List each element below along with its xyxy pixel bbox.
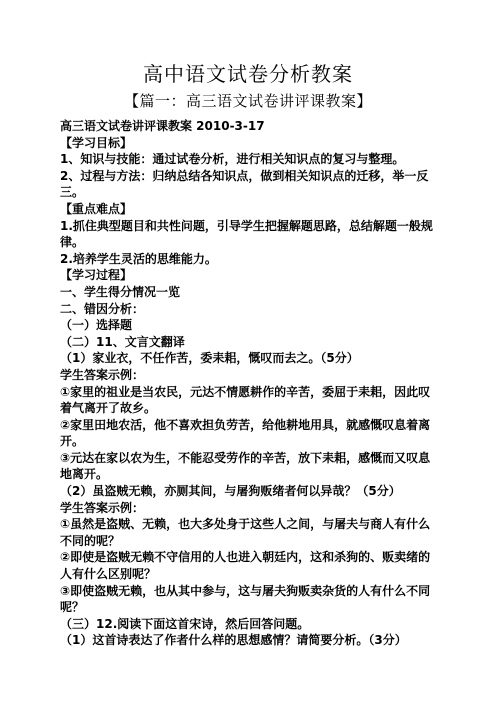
document-subtitle: 【篇一：高三语文试卷讲评课教案】 <box>123 92 372 110</box>
answer-example: ③即使盗贼无赖，也从其中参与，这与屠夫狗贩卖杂货的人有什么不同呢？ <box>60 583 431 615</box>
document-title: 高中语文试卷分析教案 <box>143 62 353 86</box>
question-item: （1）这首诗表达了作者什么样的思想感情？请简要分析。（3分） <box>60 633 407 648</box>
answer-example: ③元达在家以农为生，不能忍受劳作的辛苦，放下耒耜，感慨而又叹息地离开。 <box>60 450 431 482</box>
document-body <box>60 118 438 649</box>
subsection-heading: （三）12.阅读下面这首宋诗，然后回答问题。 <box>60 616 310 631</box>
process-step: 一、学生得分情况一览 <box>60 284 181 299</box>
subsection-heading: （二）11、文言文翻译 <box>60 334 185 349</box>
answer-example: ①虽然是盗贼、无赖，也大多处身于这些人之间，与屠夫与商人有什么不同的呢？ <box>60 517 431 548</box>
section-heading-key-points: 【重点难点】 <box>60 201 133 216</box>
answer-example: ②家里田地农活，他不喜欢担负劳苦，给他耕地用具，就感慨叹息着离开。 <box>60 417 431 449</box>
answer-examples-label: 学生答案示例： <box>60 367 145 382</box>
key-point-item: 1.抓住典型题目和共性问题，引导学生把握解题思路，总结解题一般规律。 <box>60 218 433 250</box>
lesson-heading: 高三语文试卷讲评课教案 2010-3-17 <box>60 119 265 133</box>
answer-example: ①家里的祖业是当农民，元达不情愿耕作的辛苦，委屈于耒耜，因此叹着气离开了故乡。 <box>60 384 431 416</box>
answer-example: ②即使是盗贼无赖不守信用的人也进入朝廷内，这和杀狗的、贩卖绪的人有什么区别呢？ <box>60 550 431 582</box>
process-step: 二、错因分析： <box>60 301 145 316</box>
question-item: （1）家业衣，不任作苦，委耒耜，慨叹而去之。（5分） <box>60 351 359 366</box>
objective-item: 2、过程与方法：归纳总结各知识点，做到相关知识点的迁移，举一反三。 <box>60 168 429 200</box>
question-item: （2）虽盗贼无赖，亦厕其间，与屠狗贩绪者何以异哉？（5分） <box>60 484 401 499</box>
section-heading-process: 【学习过程】 <box>60 268 133 283</box>
subsection-heading: （一）选择题 <box>60 318 133 333</box>
objective-item: 1、知识与技能：通过试卷分析，进行相关知识点的复习与整理。 <box>60 152 405 167</box>
key-point-item: 2.培养学生灵活的思维能力。 <box>60 251 217 266</box>
section-heading-objectives: 【学习目标】 <box>60 135 133 150</box>
answer-examples-label: 学生答案示例： <box>60 500 145 515</box>
